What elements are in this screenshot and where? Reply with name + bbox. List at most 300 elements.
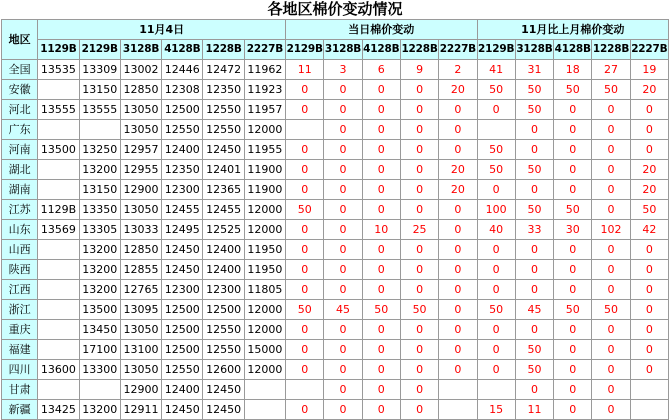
monthly-change-cell: 0 [630,140,668,160]
header-group-row [2,20,669,40]
price-cell [38,120,79,140]
daily-change-cell: 0 [286,400,324,420]
daily-change-cell: 0 [286,280,324,300]
price-cell: 12000 [244,120,285,140]
monthly-change-cell: 0 [554,400,592,420]
price-cell: 13200 [79,260,120,280]
daily-change-cell: 0 [324,380,362,400]
region-cell: 广东 [2,120,38,140]
price-cell [38,380,79,400]
table-row [2,380,669,400]
monthly-change-cell: 0 [554,320,592,340]
monthly-change-cell: 30 [554,220,592,240]
price-cell [38,240,79,260]
monthly-change-cell: 50 [515,360,553,380]
price-cell: 12957 [120,140,161,160]
monthly-change-cell: 0 [630,280,668,300]
monthly-change-cell: 0 [554,120,592,140]
price-cell: 12495 [162,220,203,240]
cotton-price-table [1,19,669,420]
region-cell: 全国 [2,60,38,80]
daily-change-cell: 0 [286,220,324,240]
monthly-change-cell: 50 [477,300,515,320]
monthly-change-cell: 0 [515,320,553,340]
monthly-change-cell: 0 [554,360,592,380]
daily-change-cell: 0 [362,360,400,380]
region-cell: 福建 [2,340,38,360]
monthly-change-cell: 0 [630,300,668,320]
monthly-change-cell [630,400,668,420]
price-cell: 11805 [244,280,285,300]
daily-change-cell: 0 [439,300,477,320]
monthly-change-cell: 0 [477,100,515,120]
daily-change-cell: 0 [286,240,324,260]
monthly-change-cell: 0 [592,380,630,400]
price-cell: 13300 [79,360,120,380]
table-row [2,220,669,240]
daily-column-header: 1228B [400,40,438,60]
price-cell: 11955 [244,140,285,160]
daily-change-cell: 0 [324,120,362,140]
daily-change-cell [286,120,324,140]
monthly-change-cell: 31 [515,60,553,80]
daily-change-cell: 0 [362,320,400,340]
price-cell: 12000 [244,220,285,240]
price-cell: 12400 [203,240,244,260]
price-cell: 13050 [120,360,161,380]
monthly-change-cell: 0 [515,180,553,200]
monthly-change-cell: 0 [477,180,515,200]
daily-change-cell: 6 [362,60,400,80]
monthly-change-cell: 50 [554,80,592,100]
daily-change-cell: 0 [362,160,400,180]
daily-change-cell: 0 [439,260,477,280]
price-cell: 12850 [120,240,161,260]
monthly-change-cell: 0 [592,340,630,360]
monthly-change-cell: 0 [554,100,592,120]
daily-change-cell: 0 [362,280,400,300]
price-cell: 13050 [120,100,161,120]
daily-change-cell: 0 [439,140,477,160]
monthly-change-cell [477,120,515,140]
daily-change-cell: 0 [400,280,438,300]
monthly-change-cell: 0 [477,280,515,300]
monthly-change-cell: 0 [630,340,668,360]
price-cell: 13150 [79,180,120,200]
monthly-change-cell: 0 [630,240,668,260]
price-cell: 12911 [120,400,161,420]
daily-change-cell: 0 [400,80,438,100]
monthly-change-cell: 0 [554,180,592,200]
price-cell: 13555 [79,100,120,120]
price-cell [244,380,285,400]
daily-change-cell: 50 [362,300,400,320]
price-column-header: 1228B [203,40,244,60]
daily-change-cell: 0 [400,160,438,180]
monthly-change-group-header: 11月比上月棉价变动 [477,20,668,40]
daily-column-header: 3128B [324,40,362,60]
price-cell: 12500 [162,100,203,120]
price-cell: 12850 [120,80,161,100]
region-cell: 浙江 [2,300,38,320]
price-cell: 13350 [79,200,120,220]
price-cell: 13050 [120,320,161,340]
monthly-change-cell: 0 [630,360,668,380]
price-cell: 12300 [162,180,203,200]
price-cell: 13305 [79,220,120,240]
monthly-change-cell: 50 [477,160,515,180]
daily-change-cell: 0 [324,160,362,180]
table-row [2,80,669,100]
price-cell: 12550 [203,120,244,140]
table-row [2,140,669,160]
price-cell: 12000 [244,200,285,220]
daily-change-cell: 0 [324,220,362,240]
table-row [2,120,669,140]
price-cell: 12450 [162,400,203,420]
price-cell: 12900 [120,180,161,200]
monthly-change-cell: 0 [630,260,668,280]
price-cell: 12350 [203,80,244,100]
region-cell: 四川 [2,360,38,380]
daily-change-group-header: 当日棉价变动 [286,20,477,40]
price-cell: 12450 [203,140,244,160]
price-cell: 12400 [162,380,203,400]
monthly-change-cell: 20 [630,180,668,200]
daily-change-cell: 0 [400,360,438,380]
daily-change-cell: 0 [400,100,438,120]
daily-change-cell: 0 [439,240,477,260]
daily-change-cell: 0 [400,140,438,160]
table-row [2,340,669,360]
monthly-change-cell: 0 [592,120,630,140]
monthly-change-cell: 50 [477,80,515,100]
daily-change-cell: 0 [324,140,362,160]
monthly-change-cell: 42 [630,220,668,240]
table-row [2,200,669,220]
monthly-change-cell: 0 [630,320,668,340]
region-cell: 山东 [2,220,38,240]
monthly-column-header: 4128B [554,40,592,60]
price-cell: 12550 [162,360,203,380]
daily-change-cell: 0 [362,400,400,420]
daily-column-header: 4128B [362,40,400,60]
daily-change-cell: 0 [362,240,400,260]
daily-change-cell: 0 [324,200,362,220]
daily-change-cell: 0 [362,340,400,360]
price-cell: 11900 [244,160,285,180]
price-cell: 13050 [120,200,161,220]
price-cell: 12500 [203,300,244,320]
monthly-change-cell: 0 [554,140,592,160]
daily-change-cell: 0 [439,100,477,120]
monthly-change-cell: 41 [477,60,515,80]
price-cell: 12365 [203,180,244,200]
table-row [2,320,669,340]
monthly-change-cell: 0 [477,360,515,380]
monthly-change-cell: 0 [592,100,630,120]
daily-change-cell: 10 [362,220,400,240]
monthly-change-cell: 0 [554,260,592,280]
daily-change-cell [439,400,477,420]
price-cell: 13200 [79,280,120,300]
price-cell: 11962 [244,60,285,80]
daily-change-cell: 50 [400,300,438,320]
monthly-change-cell: 20 [630,80,668,100]
price-cell [38,320,79,340]
daily-change-cell: 0 [286,260,324,280]
table-row [2,360,669,380]
monthly-change-cell: 100 [477,200,515,220]
header-column-row [2,40,669,60]
daily-change-cell: 0 [400,400,438,420]
monthly-change-cell: 0 [630,100,668,120]
price-cell: 11923 [244,80,285,100]
daily-change-cell: 2 [439,60,477,80]
monthly-change-cell: 50 [515,80,553,100]
daily-change-cell: 0 [439,220,477,240]
daily-change-cell: 0 [362,140,400,160]
price-column-header: 3128B [120,40,161,60]
daily-change-cell: 0 [439,360,477,380]
daily-change-cell: 0 [362,200,400,220]
price-cell: 13309 [79,60,120,80]
monthly-change-cell: 50 [592,300,630,320]
price-cell [38,280,79,300]
price-cell: 12550 [162,120,203,140]
price-cell: 12455 [203,200,244,220]
daily-change-cell: 20 [439,80,477,100]
daily-column-header: 2227B [439,40,477,60]
monthly-change-cell: 0 [592,140,630,160]
price-cell: 12450 [203,400,244,420]
price-cell: 11957 [244,100,285,120]
table-row [2,280,669,300]
daily-change-cell: 0 [362,180,400,200]
daily-change-cell: 0 [362,100,400,120]
price-cell: 17100 [79,340,120,360]
price-cell [79,120,120,140]
price-cell [38,300,79,320]
price-cell: 11950 [244,260,285,280]
price-cell: 12300 [203,280,244,300]
region-cell: 江苏 [2,200,38,220]
daily-change-cell: 20 [439,180,477,200]
monthly-change-cell: 0 [592,360,630,380]
price-cell: 13002 [120,60,161,80]
monthly-change-cell: 0 [630,120,668,140]
price-cell [38,340,79,360]
daily-change-cell: 0 [400,380,438,400]
price-cell: 13200 [79,400,120,420]
daily-change-cell: 9 [400,60,438,80]
monthly-change-cell: 50 [515,200,553,220]
price-cell: 12450 [162,260,203,280]
monthly-change-cell: 0 [554,240,592,260]
daily-change-cell: 0 [362,380,400,400]
monthly-change-cell: 0 [554,380,592,400]
daily-change-cell: 25 [400,220,438,240]
region-cell: 山西 [2,240,38,260]
price-cell: 12450 [203,380,244,400]
monthly-change-cell: 40 [477,220,515,240]
price-cell: 12600 [203,360,244,380]
table-row [2,400,669,420]
price-cell: 12450 [162,240,203,260]
price-cell: 12500 [162,300,203,320]
price-cell: 12525 [203,220,244,240]
daily-change-cell: 0 [362,80,400,100]
price-cell: 13500 [38,140,79,160]
monthly-change-cell: 0 [554,340,592,360]
price-cell: 12400 [203,260,244,280]
price-cell: 13425 [38,400,79,420]
daily-change-cell: 0 [286,360,324,380]
monthly-change-cell: 50 [515,160,553,180]
daily-change-cell: 0 [400,260,438,280]
daily-change-cell: 0 [439,280,477,300]
daily-change-cell: 0 [324,360,362,380]
price-cell: 11950 [244,240,285,260]
price-cell: 12500 [162,340,203,360]
region-cell: 新疆 [2,400,38,420]
price-cell [38,260,79,280]
price-cell: 13033 [120,220,161,240]
monthly-change-cell: 0 [592,240,630,260]
price-cell: 13450 [79,320,120,340]
monthly-change-cell: 0 [592,320,630,340]
price-cell: 12900 [120,380,161,400]
monthly-change-cell: 0 [515,380,553,400]
price-cell [38,80,79,100]
monthly-change-cell: 45 [515,300,553,320]
monthly-change-cell: 0 [477,320,515,340]
price-cell: 12472 [203,60,244,80]
price-column-header: 4128B [162,40,203,60]
price-cell: 12308 [162,80,203,100]
monthly-change-cell: 0 [477,240,515,260]
price-cell: 12550 [203,340,244,360]
monthly-column-header: 3128B [515,40,553,60]
price-group-header: 11月4日 [38,20,286,40]
monthly-change-cell: 50 [554,200,592,220]
daily-change-cell: 45 [324,300,362,320]
daily-change-cell: 0 [324,320,362,340]
price-cell [79,380,120,400]
daily-change-cell: 0 [324,180,362,200]
daily-change-cell: 3 [324,60,362,80]
daily-change-cell: 0 [324,100,362,120]
daily-change-cell: 11 [286,60,324,80]
monthly-change-cell: 0 [592,180,630,200]
daily-change-cell: 0 [286,140,324,160]
region-cell: 重庆 [2,320,38,340]
monthly-change-cell [477,380,515,400]
price-column-header: 2227B [244,40,285,60]
monthly-change-cell: 0 [592,200,630,220]
price-cell: 12400 [162,140,203,160]
daily-change-cell: 0 [286,340,324,360]
daily-change-cell: 0 [400,200,438,220]
monthly-change-cell: 15 [477,400,515,420]
daily-change-cell: 0 [362,260,400,280]
table-row [2,160,669,180]
monthly-change-cell: 0 [592,260,630,280]
daily-change-cell: 0 [286,80,324,100]
daily-change-cell: 0 [286,100,324,120]
region-cell: 陕西 [2,260,38,280]
daily-change-cell: 0 [400,240,438,260]
region-cell: 河北 [2,100,38,120]
region-cell: 甘肃 [2,380,38,400]
region-cell: 安徽 [2,80,38,100]
price-cell: 13569 [38,220,79,240]
monthly-change-cell: 0 [554,160,592,180]
monthly-column-header: 1228B [592,40,630,60]
price-cell: 12000 [244,360,285,380]
daily-change-cell: 0 [324,340,362,360]
monthly-change-cell: 11 [515,400,553,420]
monthly-change-cell: 50 [477,140,515,160]
daily-change-cell: 50 [286,200,324,220]
monthly-change-cell: 0 [592,400,630,420]
table-row [2,60,669,80]
monthly-change-cell: 0 [592,160,630,180]
monthly-change-cell: 20 [630,160,668,180]
monthly-change-cell [630,380,668,400]
price-cell: 12000 [244,300,285,320]
daily-change-cell: 0 [439,120,477,140]
monthly-change-cell: 0 [515,280,553,300]
region-cell: 湖北 [2,160,38,180]
daily-change-cell: 0 [400,340,438,360]
price-cell: 13600 [38,360,79,380]
page-title: 各地区棉价变动情况 [267,0,403,18]
price-cell: 13555 [38,100,79,120]
monthly-change-cell: 0 [554,280,592,300]
price-cell: 12350 [162,160,203,180]
monthly-change-cell: 18 [554,60,592,80]
monthly-change-cell: 50 [630,200,668,220]
region-cell: 河南 [2,140,38,160]
daily-change-cell [286,380,324,400]
daily-change-cell: 50 [286,300,324,320]
price-column-header: 1129B [38,40,79,60]
daily-change-cell: 0 [362,120,400,140]
daily-change-cell: 0 [400,120,438,140]
region-cell: 江西 [2,280,38,300]
table-row [2,260,669,280]
daily-column-header: 2129B [286,40,324,60]
monthly-change-cell: 0 [477,340,515,360]
price-cell: 12550 [203,320,244,340]
monthly-change-cell: 50 [554,300,592,320]
price-cell: 13050 [120,120,161,140]
monthly-change-cell: 0 [477,260,515,280]
monthly-change-cell: 50 [592,80,630,100]
daily-change-cell: 0 [400,320,438,340]
daily-change-cell: 0 [439,340,477,360]
price-cell: 13500 [79,300,120,320]
price-cell [38,160,79,180]
table-row [2,100,669,120]
price-cell: 12550 [203,100,244,120]
monthly-change-cell: 19 [630,60,668,80]
monthly-column-header: 2129B [477,40,515,60]
price-cell: 13150 [79,80,120,100]
price-cell: 12401 [203,160,244,180]
price-cell: 13535 [38,60,79,80]
